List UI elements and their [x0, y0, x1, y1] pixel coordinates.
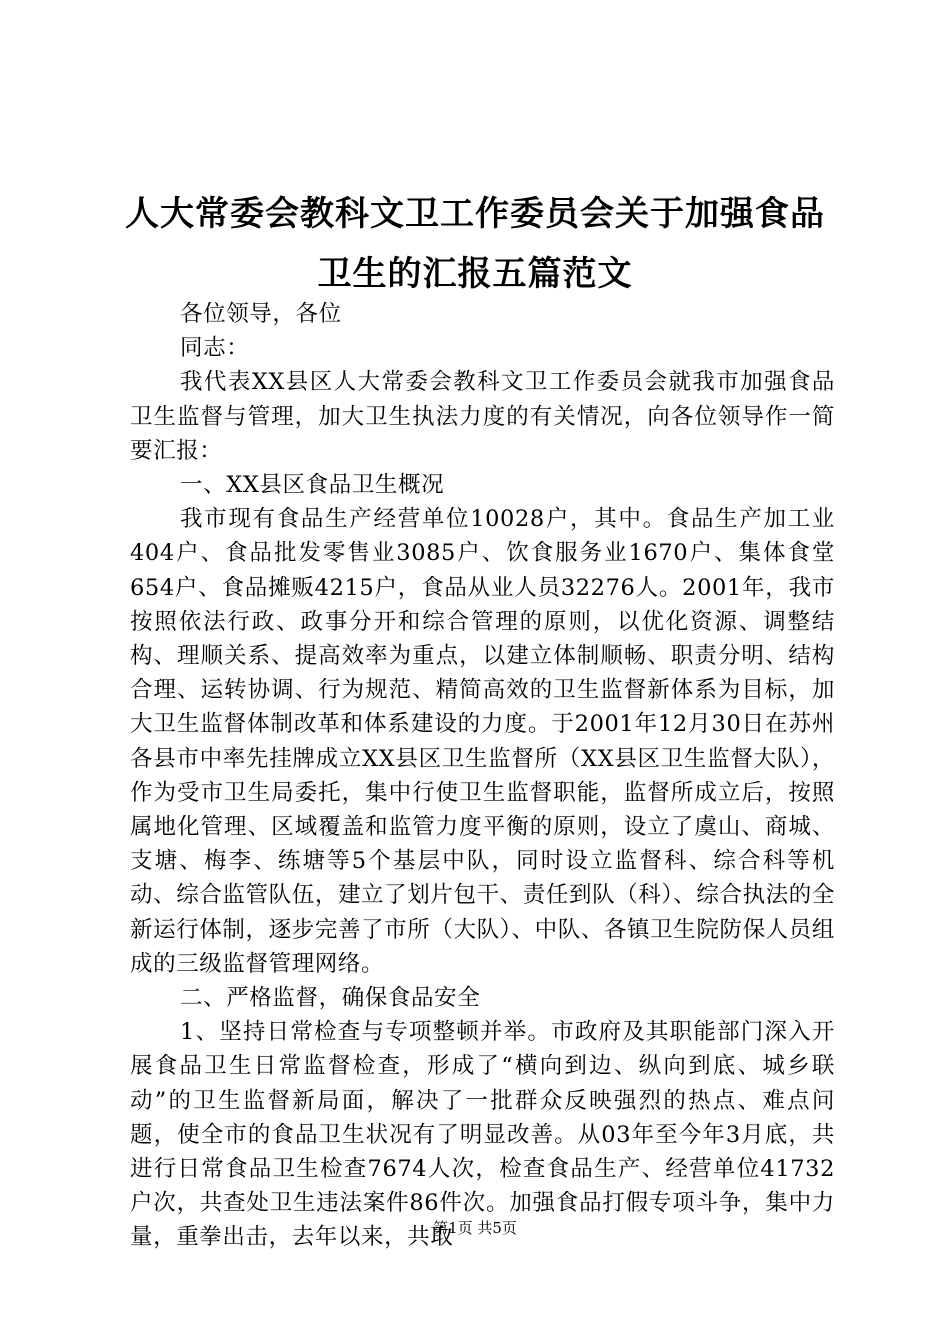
- salutation-line-2: 同志：: [180, 335, 250, 362]
- title-line-1: 人大常委会教科文卫工作委员会关于加强食品: [125, 194, 825, 234]
- document-body: [130, 297, 835, 1255]
- section-heading-2: 二、严格监督，确保食品安全: [180, 985, 481, 1012]
- salutation-line-1: 各位领导，各位: [180, 301, 342, 327]
- document-title: [120, 184, 830, 304]
- overview-paragraph: 我市现有食品生产经营单位10028户，其中。食品生产加工业404户、食品批发零售业3085户、饮食服务业1670户、集体食堂654户、食品摊贩4215户，食品从业人员32276人。2001年，我市按照依法行政、政事分开和综合管理的原则，以优化资源、调整结构、理顺关系、提高效率为重点，以建立体制顺畅、职责分明、结构合理、运转协调、行为规范、精简高效的卫生监督新体系为目标，加大卫生监督体制改革和体系建设的力度。于2001年12月30日在苏州各县市中率先挂牌成立XX县区卫生监督所（XX县区卫生监督大队），作为受市卫生局委托，集中行使卫生监督职能，监督所成立后，按照属地化管理、区域覆盖和监管力度平衡的原则，设立了虞山、商城、支塘、梅李、练塘等5个基层中队，同时设立监督科、综合科等机动、综合监管队伍，建立了划片包干、责任到队（科）、综合执法的全新运行体制，逐步完善了市所（大队）、中队、各镇卫生院防保人员组成的三级监督管理网络。: [130, 506, 835, 977]
- section-heading-1: 一、XX县区食品卫生概况: [180, 472, 445, 499]
- intro-paragraph: 我代表XX县区人大常委会教科文卫工作委员会就我市加强食品卫生监督与管理，加大卫生执法力度的有关情况，向各位领导作一简要汇报：: [130, 369, 835, 464]
- supervision-paragraph: 1、坚持日常检查与专项整顿并举。市政府及其职能部门深入开展食品卫生日常监督检查，形成了“横向到边、纵向到底、城乡联动”的卫生监督新局面，解决了一批群众反映强烈的热点、难点问题，使全市的食品卫生状况有了明显改善。从03年至今年3月底，共进行日常食品卫生检查7674人次，检查食品生产、经营单位41732户次，共查处卫生违法案件86件次。加强食品打假专项斗争，集中力量，重拳出击，去年以来，共取: [130, 1019, 835, 1251]
- page-footer: 第1页 共5页: [433, 1219, 517, 1237]
- title-line-2: 卫生的汇报五篇范文: [317, 254, 633, 294]
